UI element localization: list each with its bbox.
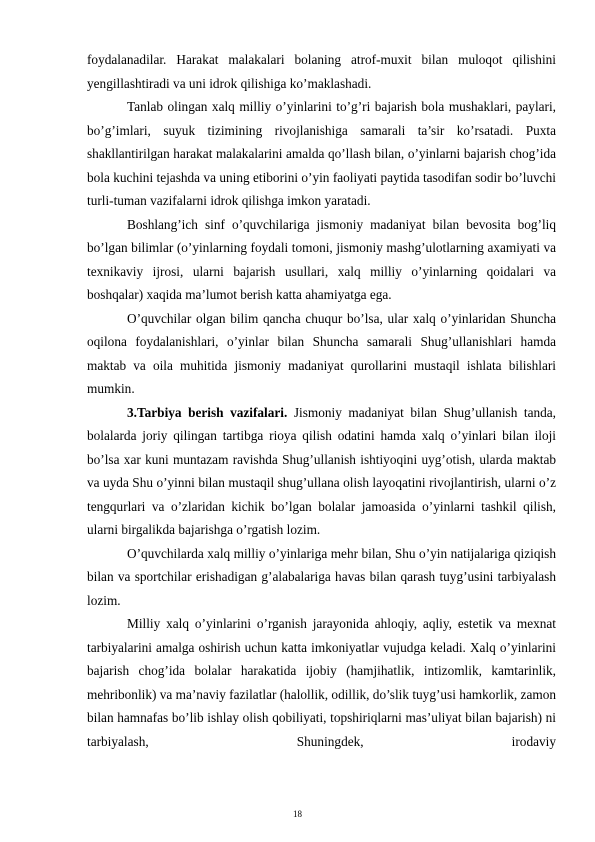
body-text: [87, 48, 556, 753]
paragraph-1: [87, 48, 556, 95]
page-number: 18: [293, 809, 302, 819]
paragraph-3-text: Boshlang’ich sinf o’quvchilariga jismoniy madaniyat bilan bevosita bog’liq bo’lgan bilimlar (o’yinlarning foydali tomoni, jismoniy mashg’ulotlarning axamiyati va texnikaviy ijrosi, ularni bajarish usullari, xalq milliy o’yinlarning qoidalari va boshqalar) xaqida ma’lumot berish katta ahamiyatga ega.: [87, 216, 556, 302]
paragraph-6: [87, 542, 556, 613]
paragraph-4: [87, 307, 556, 401]
paragraph-2-text: Tanlab olingan xalq milliy o’yinlarini to’g’ri bajarish bola mushaklari, paylari, bo’g’imlari, suyuk tizimining rivojlanishiga samarali ta’sir ko’rsatadi. Puxta shakllantirilgan harakat malakalarini amalda qo’llash bilan, o’yinlarni bajarish chog’ida bola kuchini tejashda va uning etiborini o’yin faoliyati paytida tasodifan sodir bo’luvchi turli-tuman vazifalarni idrok qilishga imkon yaratadi.: [87, 99, 556, 208]
paragraph-4-text: O’quvchilar olgan bilim qancha chuqur bo’lsa, ular xalq o’yinlaridan Shuncha oqilona foydalanishlari, o’yinlar bilan Shuncha samarali Shug’ullanishlari hamda maktab va oila muhitida jismoniy madaniyat qurollarini mustaqil ishlata bilishlari mumkin.: [87, 310, 556, 396]
paragraph-3: [87, 213, 556, 307]
paragraph-1-text: foydalanadilar. Harakat malakalari bolaning atrof-muxit bilan muloqot qilishini yengillashtiradi va uni idrok qilishiga ko’maklashadi.: [87, 52, 556, 91]
section-heading: 3.Tarbiya berish vazifalari.: [127, 404, 288, 420]
paragraph-6-text: O’quvchilarda xalq milliy o’yinlariga mehr bilan, Shu o’yin natijalariga qiziqish bilan va sportchilar erishadigan g’alabalariga havas bilan qarash tuyg’usini tarbiyalash lozim.: [87, 545, 556, 608]
paragraph-2: [87, 95, 556, 213]
paragraph-5-text: Jismoniy madaniyat bilan Shug’ullanish tanda, bolalarda joriy qilingan tartibga rioya qilish odatini hamda xalq o’yinlari bilan iloji bo’lsa xar kuni muntazam ravishda Shug’ullanish ishtiyoqini uyg’otish, ularda maktab va uyda Shu o’yinni bilan mustaqil shug’ullana olish layoqatini rivojlantirish, ularni o’z tengqurlari va o’zlaridan kichik bo’lgan bolalar jamoasida o’yinlarni tashkil qilish, ularni birgalikda bajarishga o’rgatish lozim.: [87, 404, 556, 537]
paragraph-7: [87, 612, 556, 753]
paragraph-5: [87, 401, 556, 542]
paragraph-7-text: Milliy xalq o’yinlarini o’rganish jarayonida ahloqiy, aqliy, estetik va mexnat tarbiyalarini amalga oshirish uchun katta imkoniyatlar vujudga keladi. Xalq o’yinlarini bajarish chog’ida bolalar harakatida ijobiy (hamjihatlik, intizomlik, kamtarinlik, mehribonlik) va ma’naviy fazilatlar (halollik, odillik, do’slik tuyg’usi hamkorlik, zamon bilan hamnafas bo’lib ishlay olish qobiliyati, topshiriqlarni mas’uliyat bilan bajarish) ni tarbiyalash, Shuningdek, irodaviy: [87, 616, 556, 749]
